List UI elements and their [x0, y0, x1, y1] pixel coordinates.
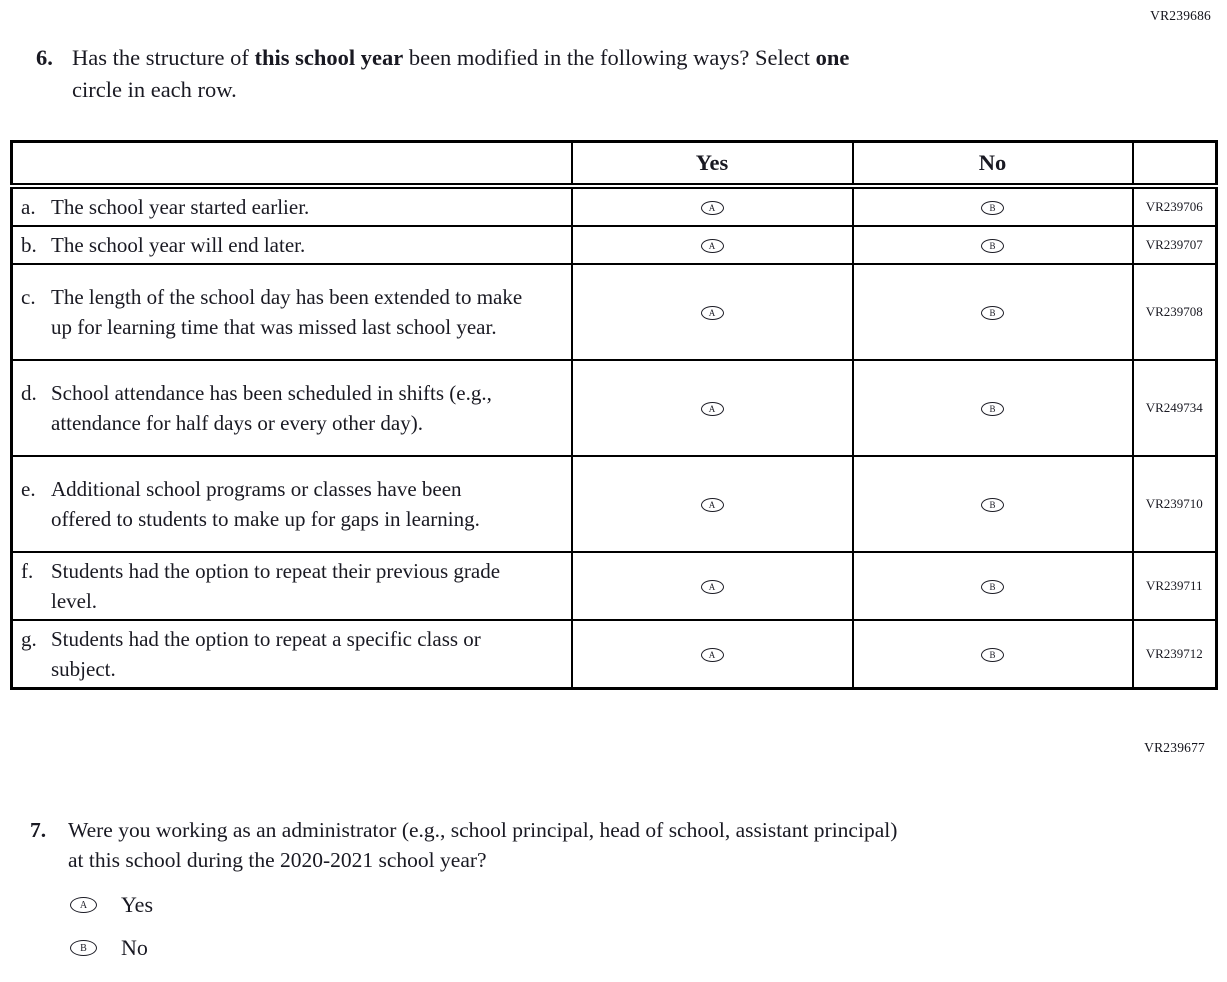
answer-bubble-yes[interactable]: A: [701, 498, 724, 512]
table-row-f: [12, 552, 1217, 620]
answer-bubble-no[interactable]: B: [981, 580, 1004, 594]
q6-text-part3: circle in each row.: [72, 77, 237, 102]
row-text: The school year will end later.: [51, 232, 306, 257]
row-code: VR239708: [1133, 264, 1217, 360]
row-letter: g.: [21, 626, 37, 651]
answer-bubble-no[interactable]: B: [70, 940, 97, 956]
question-7-options: [70, 892, 153, 978]
form-code-section: VR239677: [1144, 740, 1205, 755]
row-text: School attendance has been scheduled in shifts (e.g., attendance for half days or every other day).: [51, 380, 492, 435]
header-code-cell: [1133, 142, 1217, 186]
q6-text-part2: been modified in the following ways? Select: [403, 45, 816, 70]
answer-bubble-yes[interactable]: A: [701, 239, 724, 253]
table-row-c: [12, 264, 1217, 360]
row-letter: c.: [21, 284, 36, 309]
row-code: VR239712: [1133, 620, 1217, 689]
table-row-d: [12, 360, 1217, 456]
option-no-label: No: [121, 935, 148, 960]
row-code: VR239706: [1133, 186, 1217, 226]
row-text: Students had the option to repeat their previous grade level.: [51, 558, 501, 613]
q6-text-part1: Has the structure of: [72, 45, 255, 70]
row-letter: f.: [21, 558, 34, 583]
q7-text-line1: Were you working as an administrator (e.g., school principal, head of school, assistant principal): [68, 818, 898, 842]
header-yes: Yes: [572, 142, 853, 186]
table-header-row: [12, 142, 1217, 186]
row-letter: a.: [21, 194, 36, 219]
row-code: VR239711: [1133, 552, 1217, 620]
answer-bubble-no[interactable]: B: [981, 498, 1004, 512]
row-letter: e.: [21, 476, 36, 501]
question-6-table: [10, 140, 1218, 690]
q6-text-bold2: one: [815, 45, 850, 70]
row-letter: b.: [21, 232, 37, 257]
question-7-number: 7.: [30, 818, 47, 842]
row-letter: d.: [21, 380, 37, 405]
answer-bubble-no[interactable]: B: [981, 648, 1004, 662]
form-code-top: VR239686: [1150, 8, 1211, 23]
question-6: [36, 42, 849, 106]
option-yes-label: Yes: [121, 892, 154, 917]
answer-bubble-yes[interactable]: A: [70, 897, 97, 913]
header-no: No: [853, 142, 1133, 186]
question-6-text: [72, 42, 849, 106]
answer-bubble-no[interactable]: B: [981, 239, 1004, 253]
q7-text-line2: at this school during the 2020-2021 school year?: [68, 848, 487, 872]
table-row-a: [12, 186, 1217, 226]
row-text: The length of the school day has been extended to make up for learning time that was missed last school year.: [51, 284, 523, 339]
header-stub-cell: [12, 142, 572, 186]
row-code: VR249734: [1133, 360, 1217, 456]
row-text: Additional school programs or classes have been offered to students to make up for gaps in learning.: [51, 476, 480, 531]
answer-bubble-no[interactable]: B: [981, 402, 1004, 416]
table-row-e: [12, 456, 1217, 552]
option-no[interactable]: [70, 935, 153, 961]
answer-bubble-no[interactable]: B: [981, 306, 1004, 320]
answer-bubble-yes[interactable]: A: [701, 306, 724, 320]
option-yes[interactable]: [70, 892, 153, 918]
row-code: VR239710: [1133, 456, 1217, 552]
question-7-text: [68, 815, 897, 875]
row-text: Students had the option to repeat a specific class or subject.: [51, 626, 481, 681]
table-row-b: [12, 226, 1217, 264]
answer-bubble-yes[interactable]: A: [701, 402, 724, 416]
answer-bubble-no[interactable]: B: [981, 201, 1004, 215]
q6-text-bold1: this school year: [254, 45, 404, 70]
answer-bubble-yes[interactable]: A: [701, 201, 724, 215]
question-6-number: 6.: [36, 45, 53, 70]
question-7: [30, 815, 897, 875]
row-text: The school year started earlier.: [51, 194, 310, 219]
answer-bubble-yes[interactable]: A: [701, 648, 724, 662]
row-code: VR239707: [1133, 226, 1217, 264]
table-row-g: [12, 620, 1217, 689]
answer-bubble-yes[interactable]: A: [701, 580, 724, 594]
